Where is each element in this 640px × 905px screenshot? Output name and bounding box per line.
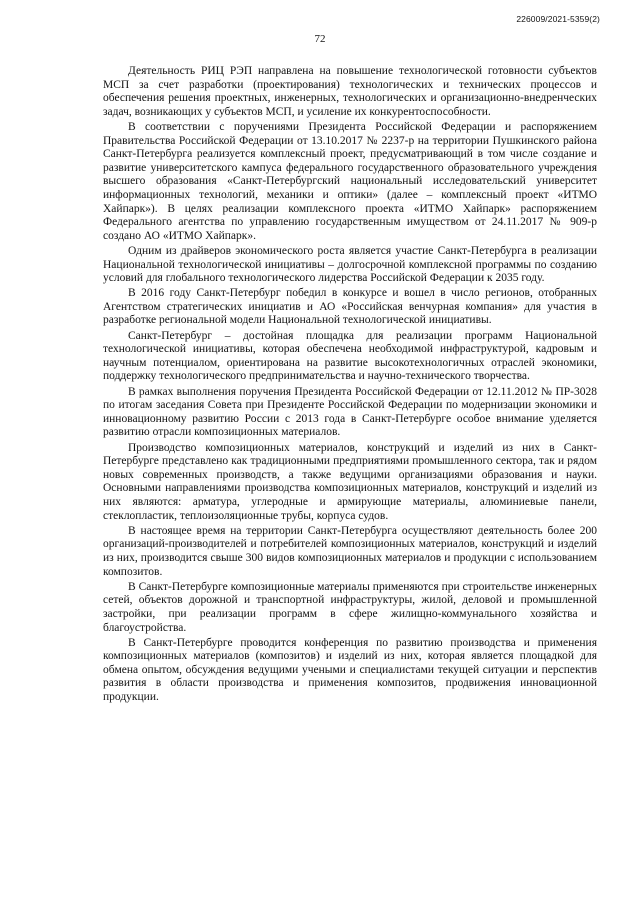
document-registration-number: 226009/2021-5359(2) [516,14,600,24]
paragraph-ric-rep: Деятельность РИЦ РЭП направлена на повышение технологической готовности субъектов МСП за счет разработки (проектирования) технологических и технических процессов и обеспечения решения проектных, инженерных, технологических и организационно-внедренческих задач, возникающих у субъектов МСП, и усиление их конкурентоспособности. [103,65,597,118]
paragraph-2016-contest: В 2016 году Санкт-Петербург победил в конкурсе и вошел в число регионов, отобранных Агентством стратегических инициатив и АО «Российская венчурная компания» для участия в разработке региональной модели Национальной технологической инициативы. [103,287,597,327]
paragraph-composite-production: Производство композиционных материалов, конструкций и изделий из них в Санкт-Петербурге представлено как традиционными предприятиями промышленного сектора, так и рядом новых современных производств, а также ведущими организациями образования и науки. Основными направлениями производства композиционных материалов, конструкций и изделий из них являются: арматура, углеродные и армирующие материалы, алюминиевые панели, стеклопластик, теплоизоляционные трубы, корпуса судов. [103,441,597,522]
paragraph-conference: В Санкт-Петербурге проводится конференция по развитию производства и применения композиционных материалов (композитов) и изделий из них, которая является площадкой для обмена опытом, обсуждения ведущими учеными и специалистами текущей ситуации и перспектив развития в области производства и применения композитов, продвижения инновационной продукции. [103,636,597,704]
paragraph-composite-usage: В Санкт-Петербурге композиционные материалы применяются при строительстве инженерных сетей, объектов дорожной и транспортной инфраструктуры, жилой, деловой и промышленной застройки, при реализации программ в сфере жилищно-коммунального хозяйства и благоустройства. [103,580,597,634]
paragraph-nti-drivers: Одним из драйверов экономического роста является участие Санкт-Петербурга в реализации Национальной технологической инициативы – долгосрочной комплексной программы по созданию условий для глобального технологического лидерства Российской Федерации к 2035 году. [103,244,597,285]
paragraph-itmo-highpark: В соответствии с поручениями Президента Российской Федерации и распоряжением Правительства Российской Федерации от 13.10.2017 № 2237-р на территории Пушкинского района Санкт-Петербурга реализуется комплексный проект, предусматривающий в том числе создание и развитие университетского кампуса федерального государственного образовательного учреждения высшего образования «Санкт-Петербургский национальный исследовательский университет информационных технологий, механики и оптики» (далее – комплексный проект «ИТМО Хайпарк»). В целях реализации комплексного проекта «ИТМО Хайпарк» распоряжением Федерального агентства по управлению государственным имуществом от 24.11.2017 № 909-р создано АО «ИТМО Хайпарк». [103,120,597,242]
paragraph-organizations-count: В настоящее время на территории Санкт-Петербурга осуществляют деятельность более 200 организаций-производителей и потребителей композиционных материалов, конструкций и изделий из них, производится свыше 300 видов композиционных материалов и продукции с использованием композитов. [103,524,597,578]
page-number: 72 [314,33,326,45]
paragraph-president-order: В рамках выполнения поручения Президента Российской Федерации от 12.11.2012 № ПР-3028 по итогам заседания Совета при Президенте Российской Федерации по модернизации экономики и инновационному развитию России с 2013 года в Санкт-Петербурге особое внимание уделяется развитию отрасли композиционных материалов. [103,385,597,439]
paragraph-spb-platform: Санкт-Петербург – достойная площадка для реализации программ Национальной технологической инициативы, которая обеспечена необходимой инфраструктурой, кадровым и научным потенциалом, ориентирована на развитие высокотехнологичных отраслей экономики, поддержку технологического предпринимательства и научно-технического творчества. [103,329,597,383]
document-body [103,65,597,706]
